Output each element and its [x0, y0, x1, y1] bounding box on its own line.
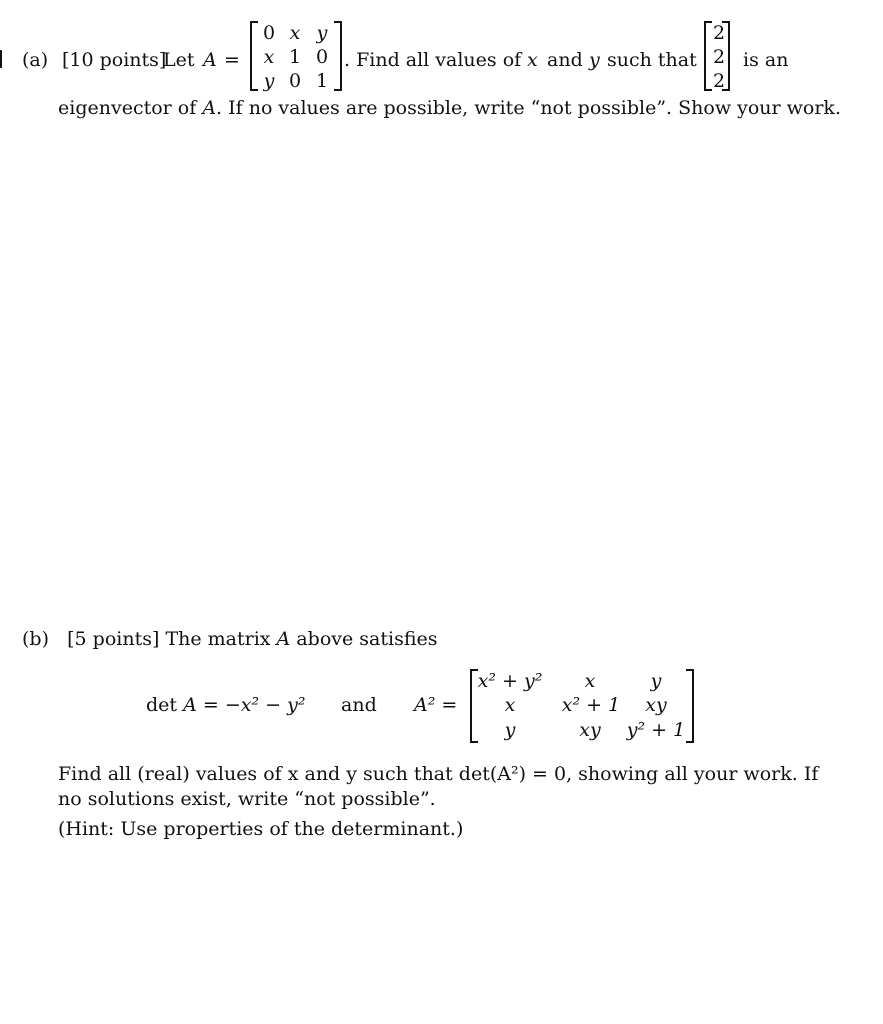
matrix-a-left-bracket — [250, 21, 258, 91]
matrix-a2-cell: y — [504, 719, 516, 741]
vector-right-bracket — [722, 21, 730, 91]
det-rhs: = −x² − y² — [202, 694, 306, 716]
matrix-a2-cell: x — [584, 670, 596, 692]
part-b-intro-var: A — [276, 628, 291, 650]
part-a-line2-post: . If no values are possible, write “not possible”. Show your work. — [216, 97, 841, 119]
matrix-a2-cell: x — [504, 694, 516, 716]
part-a-line2-var: A — [202, 97, 217, 119]
part-a-var-x: x — [527, 49, 538, 71]
part-a-equals: = — [224, 49, 240, 71]
part-b-intro-post: above satisfies — [296, 628, 438, 650]
part-b-label: (b) — [22, 628, 49, 650]
matrix-a2-cell: y — [650, 670, 662, 692]
matrix-a-cell: 1 — [315, 70, 329, 92]
matrix-a2-cell: xy — [645, 694, 667, 716]
part-a-label: (a) — [22, 49, 49, 71]
part-a-let: Let — [163, 49, 195, 71]
matrix-a-right-bracket — [334, 21, 342, 91]
matrix-a2-cell: x² + y² — [477, 670, 543, 692]
matrix-a-cell: 0 — [288, 70, 302, 92]
determinant-equation — [146, 694, 305, 716]
part-b-points: [5 points] — [67, 628, 160, 650]
part-a-var-y: y — [589, 49, 600, 71]
part-a-line-2 — [58, 97, 841, 119]
part-a-is-an: is an — [743, 49, 789, 71]
vector-entry: 2 — [712, 70, 726, 92]
matrix-a2-right-bracket — [686, 669, 694, 743]
part-a-matrix-name: A — [203, 49, 217, 71]
det-lhs-var: A — [183, 694, 197, 716]
matrix-a-cell: x — [263, 46, 275, 68]
part-b-line-2: no solutions exist, write “not possible”. — [58, 788, 436, 810]
matrix-a-cell: y — [263, 70, 275, 92]
matrix-a2-cell: xy — [579, 719, 601, 741]
part-a-points: [10 points] — [62, 49, 167, 71]
part-a-find: . Find all values of — [344, 49, 522, 71]
part-a-line2-pre: eigenvector of — [58, 97, 197, 119]
matrix-a-cell: x — [289, 22, 301, 44]
part-b-line-1: Find all (real) values of x and y such that det(A²) = 0, showing all your work. If — [58, 763, 819, 785]
vector-entry: 2 — [712, 46, 726, 68]
cropped-enumeration-mark — [0, 50, 6, 68]
part-b-and: and — [341, 694, 377, 716]
matrix-a-cell: 1 — [288, 46, 302, 68]
part-b-intro — [22, 628, 437, 650]
matrix-a-cell: 0 — [315, 46, 329, 68]
part-b-hint: (Hint: Use properties of the determinant.) — [58, 818, 464, 840]
a-squared-lhs: A² = — [414, 694, 458, 716]
matrix-a2-cell: x² + 1 — [561, 694, 621, 716]
vector-entry: 2 — [712, 22, 726, 44]
matrix-a2-cell: y² + 1 — [626, 719, 686, 741]
matrix-a-cell: 0 — [262, 22, 276, 44]
part-a-such-that: such that — [607, 49, 697, 71]
det-lhs-pre: det — [146, 694, 178, 716]
part-a-and: and — [547, 49, 583, 71]
matrix-a-cell: y — [316, 22, 328, 44]
part-b-intro-pre: The matrix — [165, 628, 271, 650]
